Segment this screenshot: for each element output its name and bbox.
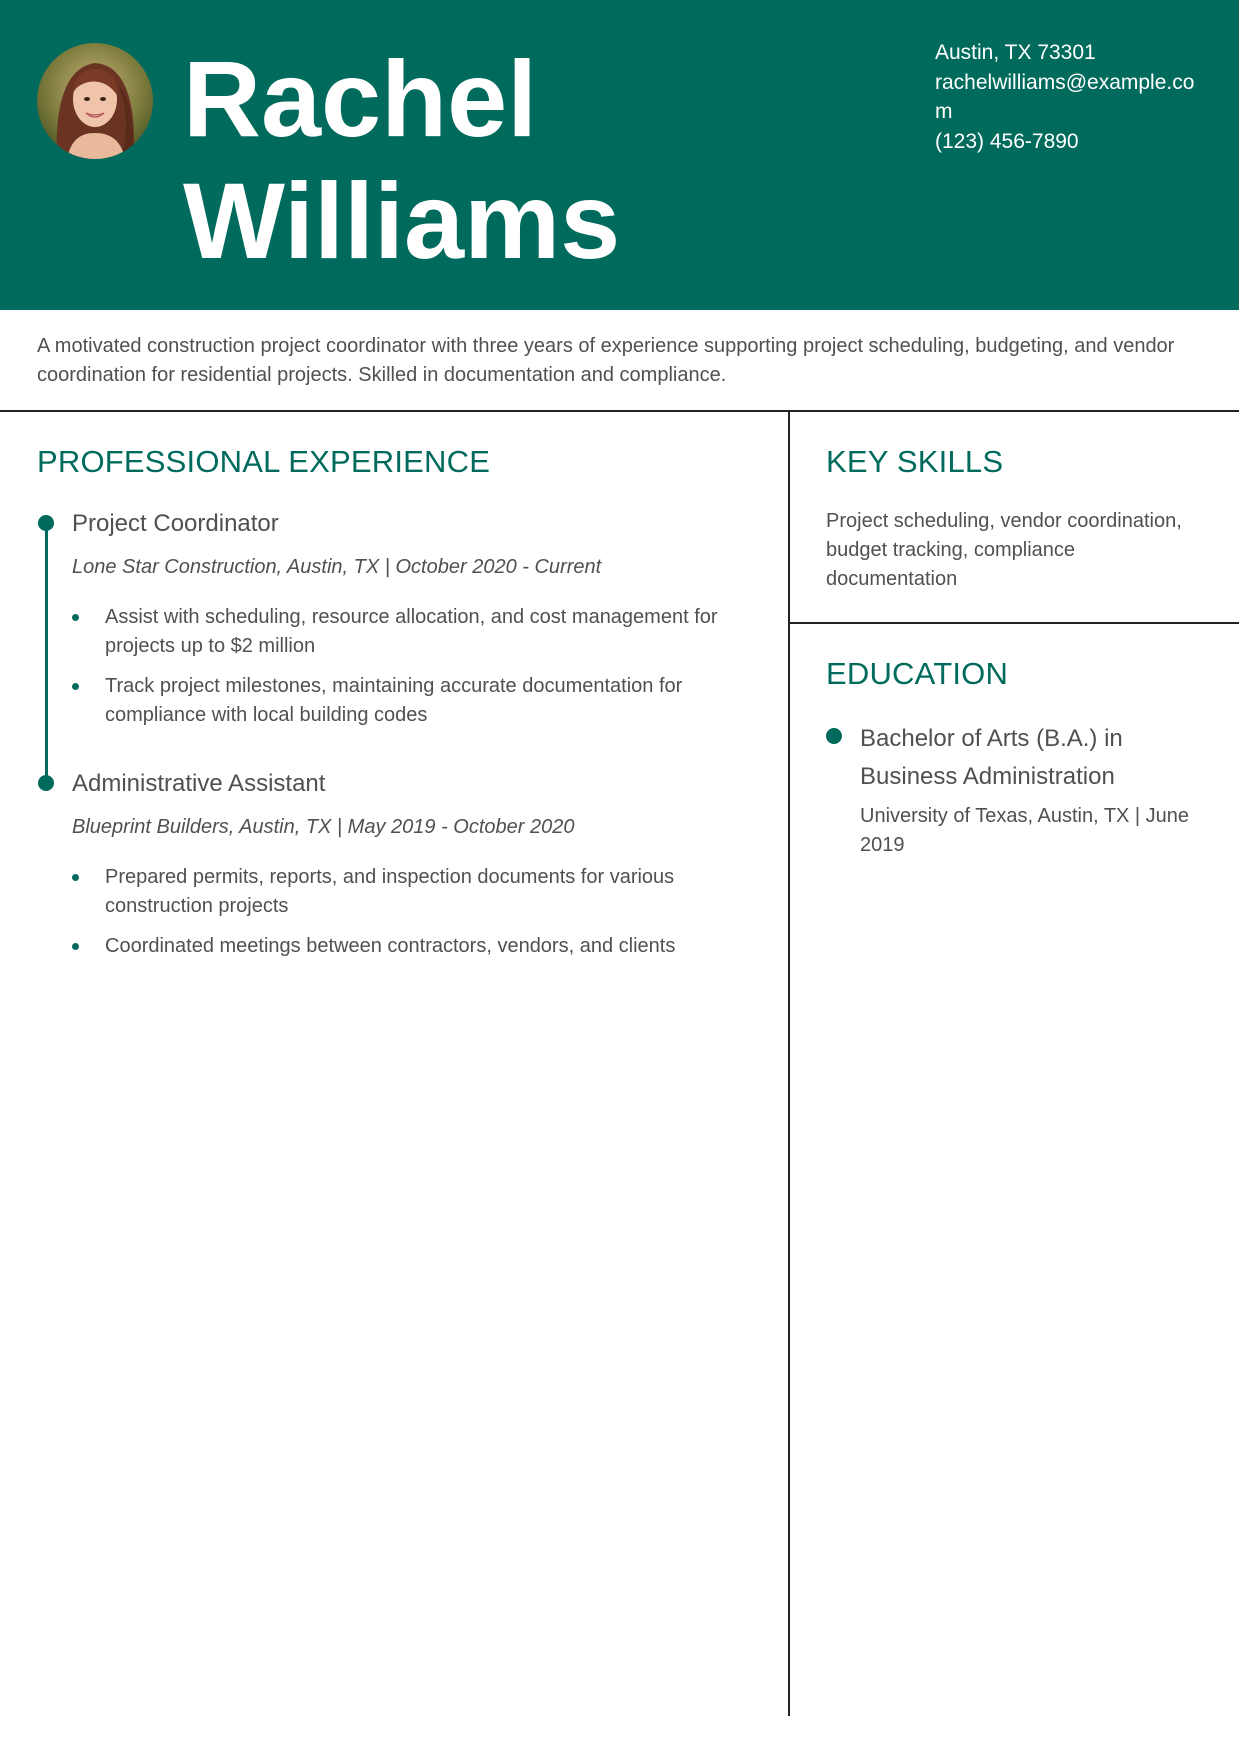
list-item [72, 863, 752, 921]
candidate-name [183, 38, 620, 282]
job-bullets [72, 603, 752, 741]
bullet-text: Prepared permits, reports, and inspection documents for various construction projects [105, 866, 675, 917]
contact-phone[interactable]: (123) 456-7890 [935, 130, 1079, 153]
avatar [37, 43, 153, 159]
portrait-photo [37, 43, 153, 159]
divider-horizontal [0, 410, 1239, 412]
school-info: University of Texas, Austin, TX | June 2019 [860, 805, 1190, 856]
timeline-line [45, 522, 48, 784]
divider-right-column [789, 622, 1239, 624]
degree-title: Bachelor of Arts (B.A.) in Business Administration [860, 725, 1123, 790]
job-meta: Blueprint Builders, Austin, TX | May 2019 - October 2020 [72, 816, 575, 838]
list-item [72, 672, 752, 730]
summary-text: A motivated construction project coordinator with three years of experience supporting project scheduling, budgeting, and vendor coordination for residential projects. Skilled in documentation and compliance. [37, 335, 1175, 386]
bullet-icon [72, 614, 79, 621]
timeline-dot [38, 775, 54, 791]
job-title: Project Coordinator [72, 510, 279, 537]
experience-heading: PROFESSIONAL EXPERIENCE [37, 444, 491, 479]
header-banner [0, 0, 1239, 310]
contact-email[interactable]: rachelwilliams@example.com [935, 71, 1195, 123]
timeline-dot [38, 515, 54, 531]
list-item [72, 603, 752, 661]
skills-heading: KEY SKILLS [826, 444, 1004, 479]
bullet-icon [72, 683, 79, 690]
education-dot [826, 728, 842, 744]
bullet-text: Coordinated meetings between contractors, vendors, and clients [105, 935, 676, 957]
name-first: Rachel [183, 38, 538, 159]
bullet-icon [72, 943, 79, 950]
education-heading: EDUCATION [826, 656, 1009, 691]
name-last: Williams [183, 160, 621, 281]
skills-text: Project scheduling, vendor coordination, budget tracking, compliance documentation [826, 510, 1182, 590]
job-meta: Lone Star Construction, Austin, TX | October 2020 - Current [72, 556, 602, 578]
contact-info [935, 38, 1197, 157]
bullet-icon [72, 874, 79, 881]
contact-location: Austin, TX 73301 [935, 41, 1096, 64]
job-bullets [72, 863, 752, 972]
divider-vertical [788, 410, 790, 1716]
list-item [72, 932, 752, 961]
job-title: Administrative Assistant [72, 770, 326, 797]
bullet-text: Track project milestones, maintaining accurate documentation for compliance with local building codes [105, 675, 683, 726]
bullet-text: Assist with scheduling, resource allocation, and cost management for projects up to $2 million [105, 606, 718, 657]
